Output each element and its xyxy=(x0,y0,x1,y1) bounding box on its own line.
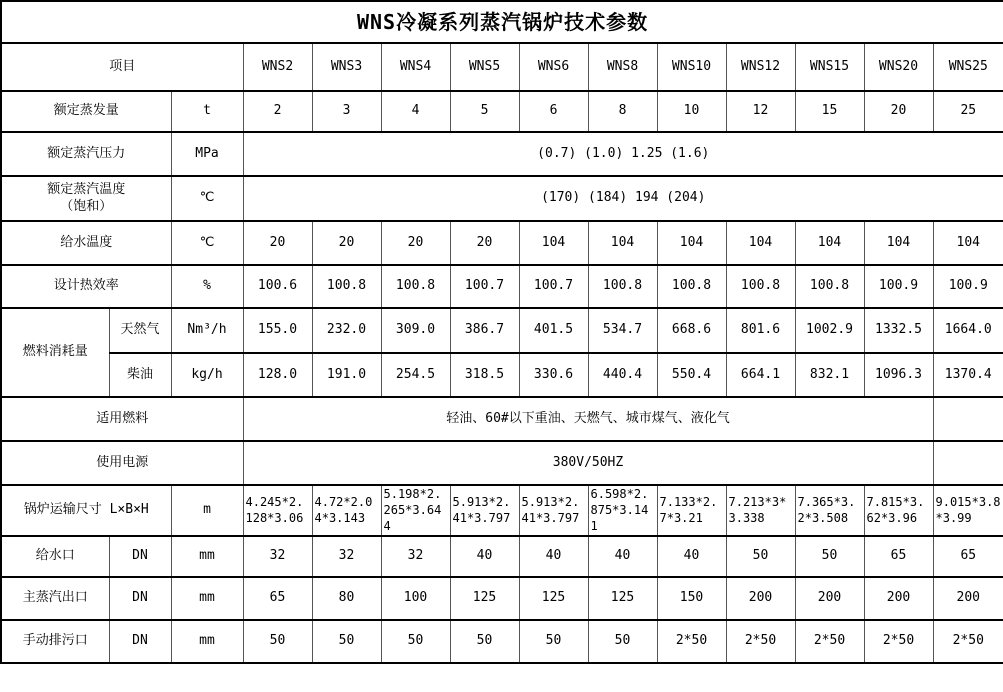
value-cell: 40 xyxy=(588,536,657,577)
value-cell: 65 xyxy=(864,536,933,577)
row-applicable-fuel xyxy=(1,397,1003,441)
header-model-cell: WNS15 xyxy=(795,43,864,91)
sub-label: 天然气 xyxy=(109,308,171,353)
row-design-thermal-efficiency xyxy=(1,265,1003,308)
value-cell: 104 xyxy=(657,221,726,265)
value-cell: 50 xyxy=(519,620,588,663)
row-main-steam-outlet xyxy=(1,577,1003,620)
value-cell: 40 xyxy=(657,536,726,577)
value-cell: 50 xyxy=(381,620,450,663)
unit-cell: Nm³/h xyxy=(171,308,243,353)
value-cell: 50 xyxy=(450,620,519,663)
value-cell: 100.8 xyxy=(795,265,864,308)
value-cell: 100.8 xyxy=(588,265,657,308)
header-model-cell: WNS6 xyxy=(519,43,588,91)
value-cell: 4.72*2.04*3.143 xyxy=(312,485,381,536)
value-cell: 32 xyxy=(312,536,381,577)
value-cell: 5.198*2.265*3.644 xyxy=(381,485,450,536)
value-cell: 65 xyxy=(243,577,312,620)
value-cell: 5.913*2.41*3.797 xyxy=(450,485,519,536)
value-cell: 104 xyxy=(933,221,1003,265)
row-rated-steam-pressure xyxy=(1,132,1003,176)
value-cell: 100.8 xyxy=(381,265,450,308)
row-label: 手动排污口 xyxy=(1,620,109,663)
value-cell: 200 xyxy=(933,577,1003,620)
header-model-cell: WNS25 xyxy=(933,43,1003,91)
value-cell: 100.7 xyxy=(450,265,519,308)
value-cell: 2*50 xyxy=(726,620,795,663)
value-cell: 534.7 xyxy=(588,308,657,353)
row-power-supply xyxy=(1,441,1003,485)
value-cell: 668.6 xyxy=(657,308,726,353)
value-cell: 7.365*3.2*3.508 xyxy=(795,485,864,536)
value-cell: 100.7 xyxy=(519,265,588,308)
row-label: 适用燃料 xyxy=(1,397,243,441)
row-label-line1: 额定蒸汽温度 xyxy=(47,181,126,197)
value-cell: 2*50 xyxy=(864,620,933,663)
unit-cell: t xyxy=(171,91,243,132)
value-cell: 65 xyxy=(933,536,1003,577)
value-cell: 440.4 xyxy=(588,353,657,397)
row-label: 额定蒸发量 xyxy=(1,91,171,132)
value-cell: 6.598*2.875*3.141 xyxy=(588,485,657,536)
value-cell: 6 xyxy=(519,91,588,132)
row-label: 主蒸汽出口 xyxy=(1,577,109,620)
value-cell: 100.8 xyxy=(726,265,795,308)
value-cell: 150 xyxy=(657,577,726,620)
value-cell: 10 xyxy=(657,91,726,132)
value-cell: 104 xyxy=(519,221,588,265)
empty-cell xyxy=(933,441,1003,485)
row-label-line2: （饱和） xyxy=(60,198,113,214)
header-model-cell: WNS4 xyxy=(381,43,450,91)
sub-label: DN xyxy=(109,536,171,577)
row-rated-evaporation xyxy=(1,91,1003,132)
value-cell: 9.015*3.8*3.99 xyxy=(933,485,1003,536)
row-manual-blowdown-port xyxy=(1,620,1003,663)
value-cell: 1332.5 xyxy=(864,308,933,353)
value-cell: 2 xyxy=(243,91,312,132)
merged-value-cell: 轻油、60#以下重油、天燃气、城市煤气、液化气 xyxy=(243,397,933,441)
value-cell: 20 xyxy=(381,221,450,265)
value-cell: 100.6 xyxy=(243,265,312,308)
value-cell: 40 xyxy=(450,536,519,577)
unit-cell: ℃ xyxy=(171,221,243,265)
unit-cell: mm xyxy=(171,577,243,620)
value-cell: 1664.0 xyxy=(933,308,1003,353)
value-cell: 3 xyxy=(312,91,381,132)
value-cell: 32 xyxy=(243,536,312,577)
sub-label: DN xyxy=(109,577,171,620)
merged-value-cell: (0.7) (1.0) 1.25 (1.6) xyxy=(243,132,1003,176)
row-label: 燃料消耗量 xyxy=(1,308,109,397)
value-cell: 50 xyxy=(726,536,795,577)
value-cell: 832.1 xyxy=(795,353,864,397)
merged-value-cell: 380V/50HZ xyxy=(243,441,933,485)
header-model-cell: WNS10 xyxy=(657,43,726,91)
header-model-cell: WNS12 xyxy=(726,43,795,91)
value-cell: 8 xyxy=(588,91,657,132)
value-cell: 664.1 xyxy=(726,353,795,397)
value-cell: 191.0 xyxy=(312,353,381,397)
value-cell: 25 xyxy=(933,91,1003,132)
value-cell: 7.213*3*3.338 xyxy=(726,485,795,536)
value-cell: 309.0 xyxy=(381,308,450,353)
value-cell: 1096.3 xyxy=(864,353,933,397)
value-cell: 100.8 xyxy=(312,265,381,308)
value-cell: 20 xyxy=(312,221,381,265)
value-cell: 104 xyxy=(588,221,657,265)
value-cell: 50 xyxy=(795,536,864,577)
page-title: WNS冷凝系列蒸汽锅炉技术参数 xyxy=(1,1,1003,43)
value-cell: 12 xyxy=(726,91,795,132)
sub-label: DN xyxy=(109,620,171,663)
row-rated-steam-temperature xyxy=(1,176,1003,221)
unit-cell: kg/h xyxy=(171,353,243,397)
value-cell: 20 xyxy=(243,221,312,265)
row-fuel-consumption-diesel xyxy=(1,353,1003,397)
header-model-cell: WNS8 xyxy=(588,43,657,91)
value-cell: 2*50 xyxy=(657,620,726,663)
value-cell: 80 xyxy=(312,577,381,620)
value-cell: 7.133*2.7*3.21 xyxy=(657,485,726,536)
value-cell: 232.0 xyxy=(312,308,381,353)
value-cell: 100 xyxy=(381,577,450,620)
header-model-cell: WNS20 xyxy=(864,43,933,91)
value-cell: 20 xyxy=(450,221,519,265)
value-cell: 5 xyxy=(450,91,519,132)
value-cell: 4.245*2.128*3.06 xyxy=(243,485,312,536)
value-cell: 104 xyxy=(864,221,933,265)
value-cell: 125 xyxy=(519,577,588,620)
unit-cell: ℃ xyxy=(171,176,243,221)
row-label: 设计热效率 xyxy=(1,265,171,308)
unit-cell: % xyxy=(171,265,243,308)
value-cell: 20 xyxy=(864,91,933,132)
row-feedwater-temperature xyxy=(1,221,1003,265)
row-transport-dimensions xyxy=(1,485,1003,536)
value-cell: 5.913*2.41*3.797 xyxy=(519,485,588,536)
value-cell: 50 xyxy=(588,620,657,663)
value-cell: 200 xyxy=(726,577,795,620)
header-model-cell: WNS3 xyxy=(312,43,381,91)
value-cell: 318.5 xyxy=(450,353,519,397)
header-model-cell: WNS2 xyxy=(243,43,312,91)
unit-cell: m xyxy=(171,485,243,536)
empty-cell xyxy=(933,397,1003,441)
value-cell: 1370.4 xyxy=(933,353,1003,397)
value-cell: 125 xyxy=(588,577,657,620)
value-cell: 401.5 xyxy=(519,308,588,353)
row-label xyxy=(1,176,171,221)
row-fuel-consumption-natural-gas xyxy=(1,308,1003,353)
value-cell: 50 xyxy=(312,620,381,663)
unit-cell: MPa xyxy=(171,132,243,176)
value-cell: 15 xyxy=(795,91,864,132)
header-item-label: 项目 xyxy=(1,43,243,91)
value-cell: 200 xyxy=(864,577,933,620)
header-model-cell: WNS5 xyxy=(450,43,519,91)
value-cell: 254.5 xyxy=(381,353,450,397)
value-cell: 104 xyxy=(795,221,864,265)
sub-label: 柴油 xyxy=(109,353,171,397)
unit-cell: mm xyxy=(171,536,243,577)
row-label: 给水温度 xyxy=(1,221,171,265)
value-cell: 2*50 xyxy=(933,620,1003,663)
value-cell: 100.9 xyxy=(933,265,1003,308)
value-cell: 100.9 xyxy=(864,265,933,308)
header-row xyxy=(1,43,1003,91)
value-cell: 50 xyxy=(243,620,312,663)
value-cell: 330.6 xyxy=(519,353,588,397)
row-feedwater-port xyxy=(1,536,1003,577)
title-row xyxy=(1,1,1003,43)
value-cell: 200 xyxy=(795,577,864,620)
merged-value-cell: (170) (184) 194 (204) xyxy=(243,176,1003,221)
value-cell: 550.4 xyxy=(657,353,726,397)
row-label: 给水口 xyxy=(1,536,109,577)
unit-cell: mm xyxy=(171,620,243,663)
value-cell: 386.7 xyxy=(450,308,519,353)
value-cell: 40 xyxy=(519,536,588,577)
value-cell: 4 xyxy=(381,91,450,132)
value-cell: 2*50 xyxy=(795,620,864,663)
value-cell: 1002.9 xyxy=(795,308,864,353)
value-cell: 155.0 xyxy=(243,308,312,353)
row-label: 额定蒸汽压力 xyxy=(1,132,171,176)
row-label: 使用电源 xyxy=(1,441,243,485)
value-cell: 128.0 xyxy=(243,353,312,397)
value-cell: 801.6 xyxy=(726,308,795,353)
value-cell: 100.8 xyxy=(657,265,726,308)
value-cell: 125 xyxy=(450,577,519,620)
value-cell: 32 xyxy=(381,536,450,577)
value-cell: 104 xyxy=(726,221,795,265)
row-label: 锅炉运输尺寸 L×B×H xyxy=(1,485,171,536)
value-cell: 7.815*3.62*3.96 xyxy=(864,485,933,536)
